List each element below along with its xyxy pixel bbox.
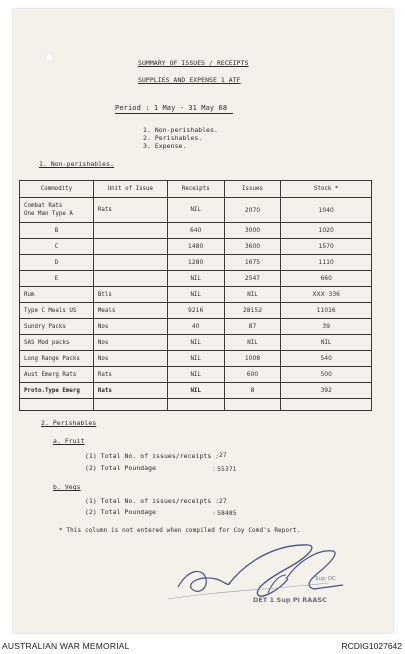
issues-cell: 8	[224, 383, 281, 399]
table-row	[20, 271, 372, 287]
unit-cell: Btls	[93, 287, 167, 303]
stock-cell: 1040	[281, 198, 372, 223]
unit-cell: Nos	[93, 351, 167, 367]
table-row-empty	[20, 399, 372, 411]
receipts-cell: 640	[167, 223, 224, 239]
vegs-poundage-value: : 58485	[213, 510, 237, 517]
receipts-cell: NIL	[167, 287, 224, 303]
document-title: SUMMARY OF ISSUES / RECEIPTS	[138, 59, 249, 67]
table-row	[20, 351, 372, 367]
fruit-label: a. Fruit	[53, 437, 85, 445]
column-header: Receipts	[167, 181, 224, 198]
receipts-cell: NIL	[167, 383, 224, 399]
issues-cell: NIL	[224, 287, 281, 303]
period-underline	[115, 113, 233, 114]
commodity-cell: B	[20, 223, 94, 239]
receipts-cell: NIL	[167, 367, 224, 383]
fruit-poundage-line: (2) Total Poundage	[85, 464, 157, 472]
unit-stamp: DET 1 Sup Pl RAASC	[253, 596, 327, 604]
receipts-cell: 9216	[167, 303, 224, 319]
fruit-issues-value: 27	[219, 452, 227, 459]
stock-cell: 1110	[281, 255, 372, 271]
contents-item: 2. Perishables.	[143, 134, 203, 142]
column-header: Stock *	[281, 181, 372, 198]
stock-cell: 540	[281, 351, 372, 367]
table-row	[20, 198, 372, 223]
commodity-cell: E	[20, 271, 94, 287]
table-row	[20, 303, 372, 319]
receipts-cell: 40	[167, 319, 224, 335]
commodity-cell: Rum	[20, 287, 94, 303]
fruit-issues-line: (1) Total No. of issues/receipts :	[85, 452, 220, 460]
unit-cell: Meals	[93, 303, 167, 319]
stock-cell: 1020	[281, 223, 372, 239]
issues-cell: 1008	[224, 351, 281, 367]
table-row	[20, 255, 372, 271]
issues-cell: 2070	[224, 198, 281, 223]
commodity-cell: D	[20, 255, 94, 271]
receipts-cell: 1280	[167, 255, 224, 271]
commodity-cell: Aust Emerg Rats	[20, 367, 94, 383]
section-heading-non-perishables: 1. Non-perishables.	[39, 160, 115, 168]
commodity-cell: Sundry Packs	[20, 319, 94, 335]
unit-cell: Rats	[93, 383, 167, 399]
unit-cell	[93, 271, 167, 287]
commodity-cell: Combat Rats One Man Type A	[20, 198, 94, 223]
issues-cell: 1675	[224, 255, 281, 271]
issues-cell: 3600	[224, 239, 281, 255]
receipts-cell: NIL	[167, 271, 224, 287]
unit-cell: Rats	[93, 198, 167, 223]
stock-cell: NIL	[281, 335, 372, 351]
vegs-issues-line: (1) Total No. of issues/receipts :	[85, 497, 220, 505]
stock-cell: 39	[281, 319, 372, 335]
receipts-cell: NIL	[167, 198, 224, 223]
commodity-cell: Long Range Packs	[20, 351, 94, 367]
table-header-row	[20, 181, 372, 198]
issues-cell: 2547	[224, 271, 281, 287]
commodity-cell: SAS Mod packs	[20, 335, 94, 351]
period-line: Period : 1 May - 31 May 68	[115, 104, 228, 112]
column-header: Issues	[224, 181, 281, 198]
unit-cell	[93, 223, 167, 239]
table-row	[20, 287, 372, 303]
document-page	[13, 9, 393, 633]
footnote: * This column is not entered when compiled for Coy Comd's Report.	[59, 527, 301, 534]
receipts-cell: NIL	[167, 351, 224, 367]
issues-cell: 28152	[224, 303, 281, 319]
stock-cell: 1570	[281, 239, 372, 255]
unit-cell: Nos	[93, 335, 167, 351]
receipts-cell: NIL	[167, 335, 224, 351]
stock-cell: 392	[281, 383, 372, 399]
table-row	[20, 367, 372, 383]
archive-reference: RCDIG1027642	[341, 641, 402, 651]
unit-cell	[93, 239, 167, 255]
archive-caption: AUSTRALIAN WAR MEMORIAL	[2, 641, 130, 651]
fruit-poundage-value: : 55371	[213, 466, 237, 473]
section-heading-perishables: 2. Perishables	[41, 419, 97, 427]
document-subtitle: SUPPLIES AND EXPENSE 1 ATF	[138, 76, 241, 84]
table-row	[20, 383, 372, 399]
table-row	[20, 239, 372, 255]
table-row	[20, 223, 372, 239]
stock-cell: 11016	[281, 303, 372, 319]
issues-cell: 600	[224, 367, 281, 383]
stamp-small-text: Sup OC	[315, 576, 336, 582]
stock-cell: XXX 336	[281, 287, 372, 303]
commodity-cell: Proto.Type Emerg	[20, 383, 94, 399]
unit-cell: Nos	[93, 319, 167, 335]
punch-hole	[45, 53, 54, 62]
unit-cell: Rats	[93, 367, 167, 383]
commodity-cell: C	[20, 239, 94, 255]
commodity-cell: Type C Meals US	[20, 303, 94, 319]
contents-item: 1. Non-perishables.	[143, 126, 219, 134]
issues-cell: 3000	[224, 223, 281, 239]
issues-cell: NIL	[224, 335, 281, 351]
stock-cell: 500	[281, 367, 372, 383]
stock-cell: 660	[281, 271, 372, 287]
receipts-cell: 1480	[167, 239, 224, 255]
vegs-poundage-line: (2) Total Poundage	[85, 508, 157, 516]
table-row	[20, 335, 372, 351]
table-row	[20, 319, 372, 335]
vegs-issues-value: 27	[219, 498, 227, 505]
issues-cell: 87	[224, 319, 281, 335]
unit-cell	[93, 255, 167, 271]
vegs-label: b. Vegs	[53, 483, 81, 491]
issues-table	[19, 180, 372, 411]
column-header: Unit of Issue	[93, 181, 167, 198]
column-header: Commodity	[20, 181, 94, 198]
contents-item: 3. Expense.	[143, 142, 187, 150]
